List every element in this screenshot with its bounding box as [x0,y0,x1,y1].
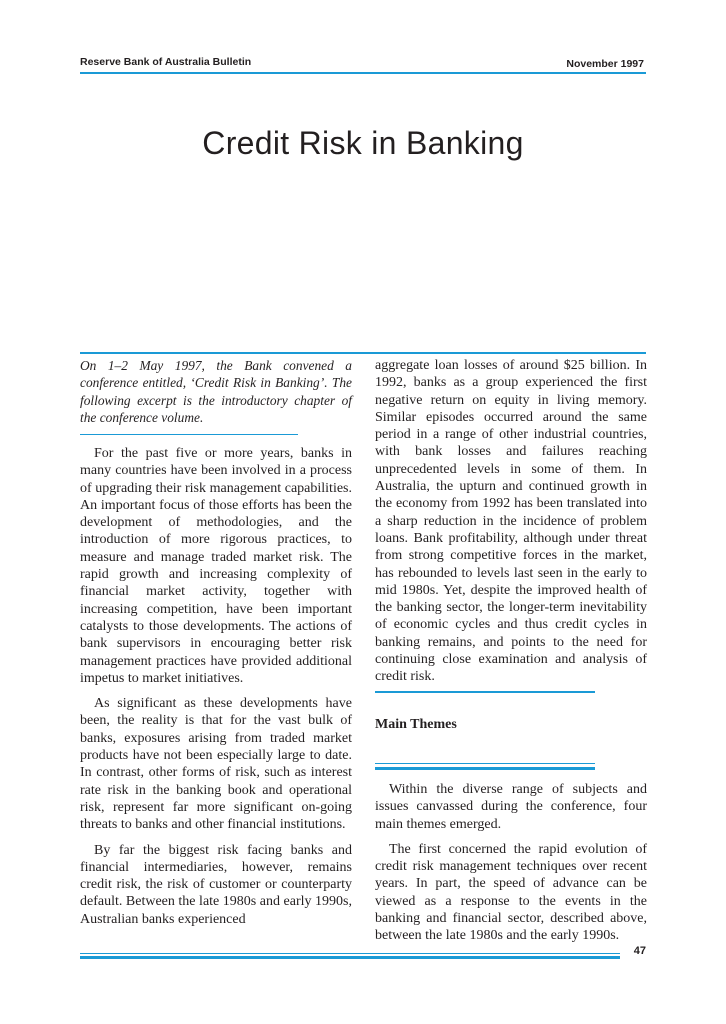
section-rule-top [375,691,595,693]
section-body [375,781,647,953]
page-number: 47 [633,945,646,957]
footer-rule-thick [80,956,620,959]
issue-date: November 1997 [566,58,644,70]
footer-rule-thin [80,953,620,954]
body-paragraph: The first concerned the rapid evolution of credit risk management techniques over recent years. In part, the speed of advance can be viewed as a response to the events in the banking and financial sector, described above, between the late 1980s and the early 1990s. [375,841,647,944]
columns-top-rule [80,352,646,354]
right-column [375,357,647,694]
article-title: Credit Risk in Banking [202,125,524,161]
body-paragraph: For the past five or more years, banks in many countries have been involved in a process of upgrading their risk management capabilities. An important focus of those efforts has been the development of methodologies, and the introduction of more rigorous practices, to measure and manage traded market risk. The rapid growth and increasing complexity of financial market activity, together with increasing competition, have been important catalysts to those developments. The actions of bank supervisors in encouraging better risk management practices have provided additional impetus to market initiatives. [80,446,352,686]
publication-name: Reserve Bank of Australia Bulletin [80,56,252,68]
header-rule [80,72,646,74]
section-heading: Main Themes [375,717,457,732]
body-paragraph: By far the biggest risk facing banks and financial intermediaries, however, remains credit risk, the risk of customer or counterparty default. Between the late 1980s and early 1990s, Australian banks experienced [80,842,352,927]
section-rule-thick [375,767,595,770]
body-paragraph: As significant as these developments have been, the reality is that for the vast bulk of banks, exposures arising from traded market products have not been especially large to date. In contrast, other forms of risk, such as interest rate risk in the banking book and operational risk, represent far more significant on-going threats to banks and other financial institutions. [80,696,352,833]
body-paragraph: Within the diverse range of subjects and issues canvassed during the conference, four main themes emerged. [375,782,647,832]
intro-rule [80,434,298,435]
intro-note: On 1–2 May 1997, the Bank convened a conference entitled, ‘Credit Risk in Banking’. The following excerpt is the introductory chapter of the conference volume. [80,358,352,425]
body-paragraph-continued: aggregate loan losses of around $25 billion. In 1992, banks as a group experienced the first negative return on equity in living memory. Similar episodes occurred around the same period in a range of other industrial countries, with bank losses and failures reaching unprecedented levels in some of them. In Australia, the upturn and continued growth in the economy from 1992 has been translated into a sharp reduction in the incidence of problem loans. Bank profitability, although under threat from strong competitive forces in the market, has rebounded to levels last seen in the early to mid 1980s. Yet, despite the improved health of the banking sector, the longer-term inevitability of economic cycles and thus credit cycles in banking remains, and points to the need for continuing close examination and analysis of credit risk. [375,358,647,685]
left-column [80,445,352,936]
section-rule-thin [375,763,595,764]
